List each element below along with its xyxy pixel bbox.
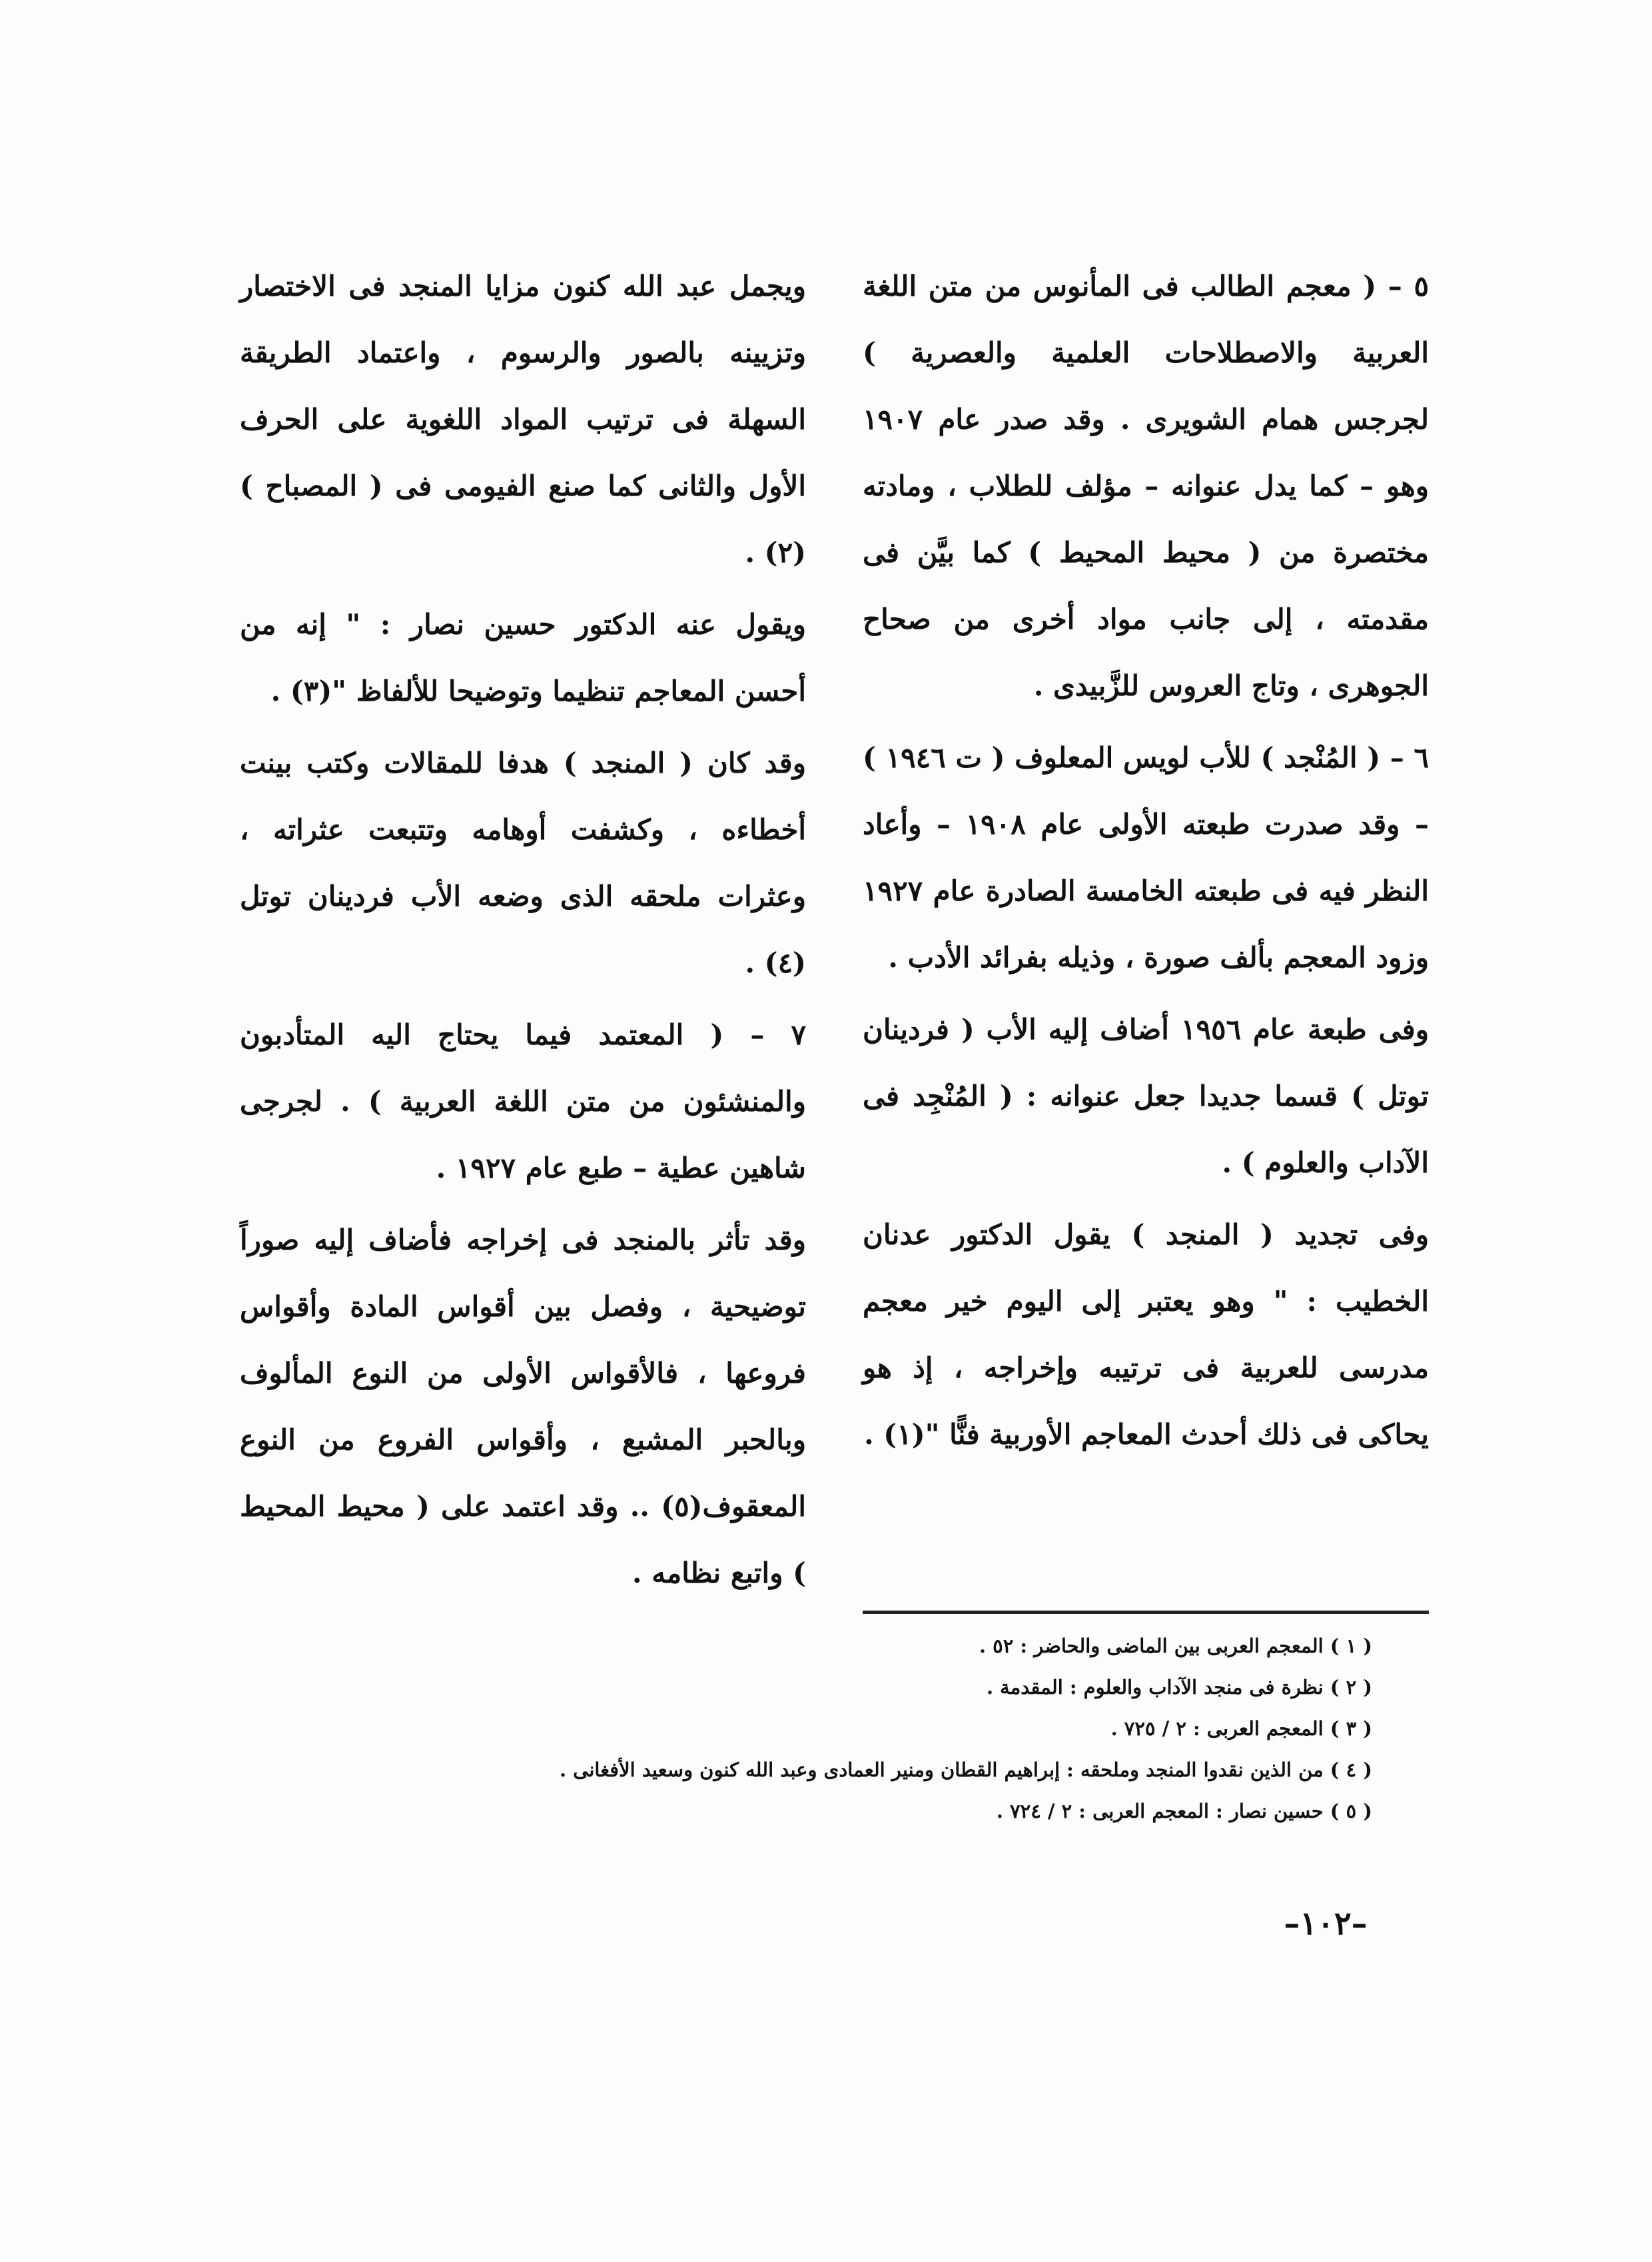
- paragraph: وقد كان ( المنجد ) هدفا للمقالات وكتب بينت أخطاءه ، وكشفت أوهامه وتتبعت عثراته ، وعثرات ملحقه الذى وضعه الأب فردينان توتل (٤) .: [240, 747, 806, 979]
- right-column: [863, 253, 1429, 1473]
- paragraph: وقد تأثر بالمنجد فى إخراجه فأضاف إليه صوراً توضيحية ، وفصل بين أقواس المادة وأقواس فروعها ، فالأقواس الأولى من النوع المألوف وبالحبر المشبع ، وأقواس الفروع من النوع المعقوف(٥) .. وقد اعتمد على ( محيط المحيط ) واتبع نظامه .: [240, 1224, 806, 1589]
- paragraph: ويقول عنه الدكتور حسين نصار : " إنه من أحسن المعاجم تنظيما وتوضيحا للألفاظ "(٣) .: [240, 608, 806, 707]
- paragraph: ٥ – ( معجم الطالب فى المأنوس من متن اللغة العربية والاصطلاحات العلمية والعصرية ) لجرجس همام الشويرى . وقد صدر عام ١٩٠٧ وهو – كما يدل عنوانه – مؤلف للطلاب ، ومادته مختصرة من ( محيط المحيط ) كما بيَّن فى مقدمته ، إلى جانب مواد أخرى من صحاح الجوهرى ، وتاج العروس للزَّبيدى .: [863, 270, 1429, 702]
- footnote-divider: [863, 1611, 1429, 1614]
- page-number: –١٠٢–: [1284, 1905, 1368, 1942]
- paragraph: ويجمل عبد الله كنون مزايا المنجد فى الاختصار وتزيينه بالصور والرسوم ، واعتماد الطريقة السهلة فى ترتيب المواد اللغوية على الحرف الأول والثانى كما صنع الفيومى فى ( المصباح )(٢) .: [240, 270, 806, 569]
- footnote: ( ٤ ) من الذين نقدوا المنجد وملحقه : إبراهيم القطان ومنير العمادى وعبد الله كنون وسعيد الأفغانى .: [560, 1758, 1372, 1781]
- left-column: [240, 253, 806, 1612]
- footnote: ( ٢ ) نظرة فى منجد الآداب والعلوم : المقدمة .: [986, 1676, 1372, 1698]
- footnote: ( ٥ ) حسين نصار : المعجم العربى : ٢ / ٧٢٤ .: [996, 1800, 1372, 1822]
- footnote: ( ٣ ) المعجم العربى : ٢ / ٧٢٥ .: [1110, 1717, 1372, 1740]
- footnotes: [426, 1625, 1372, 1832]
- paragraph: ٧ – ( المعتمد فيما يحتاج اليه المتأدبون والمنشئون من متن اللغة العربية ) . لجرجى شاهين عطية – طبع عام ١٩٢٧ .: [240, 1018, 806, 1184]
- paragraph: وفى تجديد ( المنجد ) يقول الدكتور عدنان الخطيب : " وهو يعتبر إلى اليوم خير معجم مدرسى للعربية فى ترتيبه وإخراجه ، إذ هو يحاكى فى ذلك أحدث المعاجم الأوربية فنًّا "(١) .: [863, 1218, 1429, 1451]
- paragraph: وفى طبعة عام ١٩٥٦ أضاف إليه الأب ( فردينان توتل ) قسما جديدا جعل عنوانه : ( المُنْجِد فى الآداب والعلوم ) .: [863, 1013, 1429, 1179]
- paragraph: ٦ – ( المُنْجد ) للأب لويس المعلوف ( ت ١٩٤٦ ) – وقد صدرت طبعته الأولى عام ١٩٠٨ – وأعاد النظر فيه فى طبعته الخامسة الصادرة عام ١٩٢٧ وزود المعجم بألف صورة ، وذيله بفرائد الأدب .: [863, 741, 1429, 974]
- footnote: ( ١ ) المعجم العربى بين الماضى والحاضر : ٥٢ .: [979, 1635, 1372, 1657]
